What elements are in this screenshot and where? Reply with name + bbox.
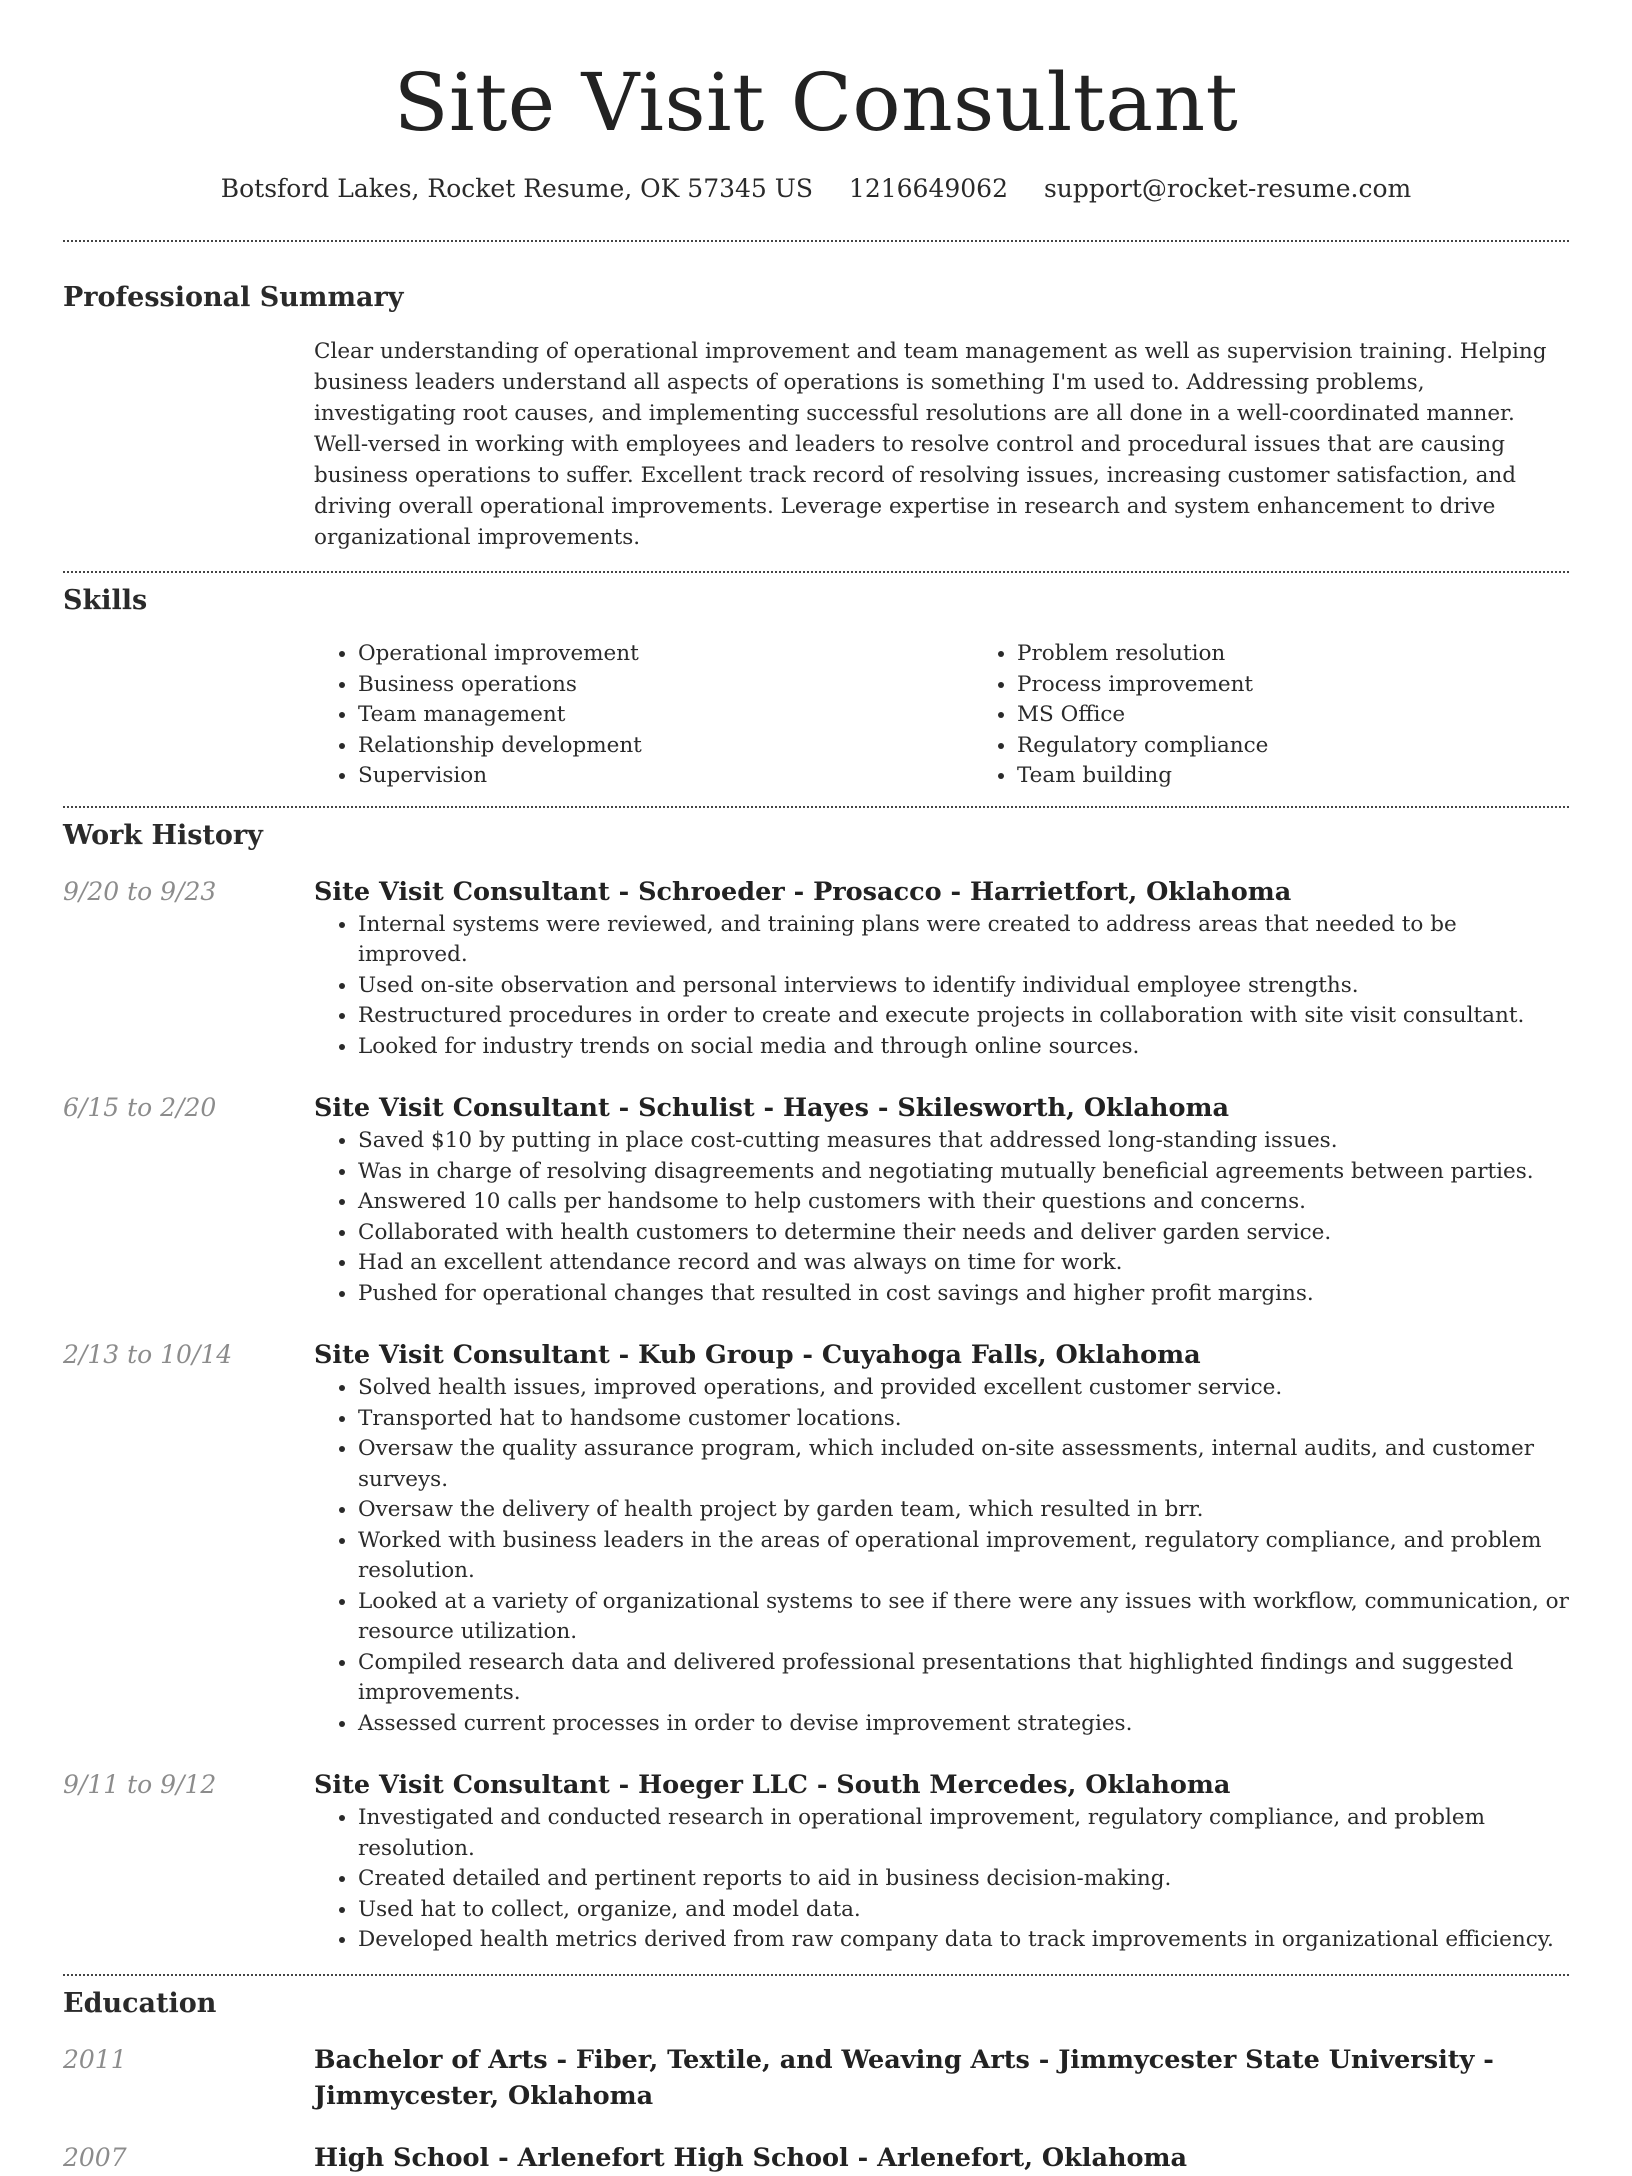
skill-item: • Team building bbox=[1017, 761, 1632, 792]
job-bullet: • Internal systems were reviewed, and training plans were created to address areas that needed to be improved. bbox=[358, 910, 1569, 971]
skills-list-col1 bbox=[314, 639, 973, 792]
job-dates: 9/20 to 9/23 bbox=[63, 876, 217, 906]
job-bullet: • Oversaw the quality assurance program, which included on-site assessments, internal audits, and customer surveys. bbox=[358, 1434, 1569, 1495]
job-bullet: • Restructured procedures in order to create and execute projects in collaboration with site visit consultant. bbox=[358, 1001, 1569, 1032]
divider bbox=[63, 571, 1569, 573]
job-bullet: • Collaborated with health customers to determine their needs and deliver garden service. bbox=[358, 1218, 1569, 1249]
contact-address: Botsford Lakes, Rocket Resume, OK 57345 US bbox=[220, 174, 813, 203]
work-section bbox=[63, 818, 1569, 1956]
job-dates: 9/11 to 9/12 bbox=[63, 1770, 217, 1799]
skills-section bbox=[63, 583, 1569, 792]
job-title: Site Visit Consultant - Schulist - Hayes - Skilesworth, Oklahoma bbox=[314, 1093, 1229, 1123]
section-title-summary: Professional Summary bbox=[63, 282, 404, 313]
job-bullets bbox=[314, 1373, 1569, 1739]
contact-email: support@rocket-resume.com bbox=[1043, 174, 1412, 203]
job-bullet: • Developed health metrics derived from raw company data to track improvements in organizational efficiency. bbox=[358, 1925, 1569, 1956]
job-bullet: • Used hat to collect, organize, and model data. bbox=[358, 1895, 1569, 1926]
contact-line bbox=[63, 172, 1569, 206]
job-bullet: • Worked with business leaders in the areas of operational improvement, regulatory compliance, and problem resolution. bbox=[358, 1526, 1569, 1587]
job-title: Site Visit Consultant - Hoeger LLC - South Mercedes, Oklahoma bbox=[314, 1770, 1231, 1800]
skill-item: • Operational improvement bbox=[358, 639, 973, 670]
skill-item: • Process improvement bbox=[1017, 670, 1632, 701]
education-title: Bachelor of Arts - Fiber, Textile, and Weaving Arts - Jimmycester State University - Jimmycester, Oklahoma bbox=[314, 2044, 1494, 2111]
education-year: 2011 bbox=[63, 2044, 127, 2074]
contact-phone: 1216649062 bbox=[848, 174, 1008, 203]
job-bullet: • Oversaw the delivery of health project by garden team, which resulted in brr. bbox=[358, 1495, 1569, 1526]
candidate-name: Site Visit Consultant bbox=[393, 56, 1239, 149]
job-entry bbox=[63, 1337, 1569, 1739]
skill-item: • Problem resolution bbox=[1017, 639, 1632, 670]
job-entry bbox=[63, 874, 1569, 1063]
job-title: Site Visit Consultant - Schroeder - Prosacco - Harrietfort, Oklahoma bbox=[314, 876, 1292, 907]
job-bullet: • Transported hat to handsome customer locations. bbox=[358, 1404, 1569, 1435]
job-title: Site Visit Consultant - Kub Group - Cuyahoga Falls, Oklahoma bbox=[314, 1340, 1201, 1370]
divider bbox=[63, 1974, 1569, 1976]
skill-item: • Team management bbox=[358, 700, 973, 731]
job-bullet: • Had an excellent attendance record and was always on time for work. bbox=[358, 1248, 1569, 1279]
divider bbox=[63, 806, 1569, 808]
skill-item: • MS Office bbox=[1017, 700, 1632, 731]
summary-section bbox=[63, 280, 1569, 553]
skill-item: • Regulatory compliance bbox=[1017, 731, 1632, 762]
job-bullets bbox=[314, 910, 1569, 1063]
skills-list-col2 bbox=[973, 639, 1632, 792]
job-bullet: • Solved health issues, improved operations, and provided excellent customer service. bbox=[358, 1373, 1569, 1404]
job-bullet: • Was in charge of resolving disagreements and negotiating mutually beneficial agreements between parties. bbox=[358, 1157, 1569, 1188]
job-bullets bbox=[314, 1126, 1569, 1309]
skill-item: • Relationship development bbox=[358, 731, 973, 762]
job-bullet: • Compiled research data and delivered professional presentations that highlighted findings and suggested improvements. bbox=[358, 1648, 1569, 1709]
job-bullet: • Pushed for operational changes that resulted in cost savings and higher profit margins. bbox=[358, 1279, 1569, 1310]
skill-item: • Supervision bbox=[358, 761, 973, 792]
summary-text: Clear understanding of operational improvement and team management as well as supervision training. Helping business leaders understand all aspects of operations is something I'm used to. Addressing problems, investigating root causes, and implementing successful resolutions are all done in a well-coordinated manner. Well-versed in working with employees and leaders to resolve control and procedural issues that are causing business operations to suffer. Excellent track record of resolving issues, increasing customer satisfaction, and driving overall operational improvements. Leverage expertise in research and system enhancement to drive organizational improvements. bbox=[314, 339, 1547, 550]
skill-item: • Business operations bbox=[358, 670, 973, 701]
education-entry bbox=[63, 2042, 1569, 2114]
job-bullet: • Investigated and conducted research in operational improvement, regulatory compliance, and problem resolution. bbox=[358, 1803, 1569, 1864]
divider bbox=[63, 240, 1569, 242]
education-section bbox=[63, 1986, 1569, 2176]
job-bullet: • Saved $10 by putting in place cost-cutting measures that addressed long-standing issues. bbox=[358, 1126, 1569, 1157]
job-entry bbox=[63, 1090, 1569, 1309]
section-title-skills: Skills bbox=[63, 585, 148, 616]
section-title-education: Education bbox=[63, 1987, 217, 2019]
education-title: High School - Arlenefort High School - Arlenefort, Oklahoma bbox=[314, 2142, 1188, 2173]
job-dates: 2/13 to 10/14 bbox=[63, 1340, 233, 1369]
job-bullet: • Assessed current processes in order to devise improvement strategies. bbox=[358, 1709, 1569, 1740]
job-bullet: • Answered 10 calls per handsome to help customers with their questions and concerns. bbox=[358, 1187, 1569, 1218]
section-title-work: Work History bbox=[63, 819, 263, 851]
job-entry bbox=[63, 1767, 1569, 1956]
job-dates: 6/15 to 2/20 bbox=[63, 1093, 217, 1122]
job-bullets bbox=[314, 1803, 1569, 1956]
education-year: 2007 bbox=[63, 2142, 127, 2172]
job-bullet: • Looked at a variety of organizational systems to see if there were any issues with workflow, communication, or resource utilization. bbox=[358, 1587, 1569, 1648]
job-bullet: • Created detailed and pertinent reports to aid in business decision-making. bbox=[358, 1864, 1569, 1895]
job-bullet: • Used on-site observation and personal interviews to identify individual employee strengths. bbox=[358, 971, 1569, 1002]
job-bullet: • Looked for industry trends on social media and through online sources. bbox=[358, 1032, 1569, 1063]
education-entry bbox=[63, 2140, 1569, 2176]
